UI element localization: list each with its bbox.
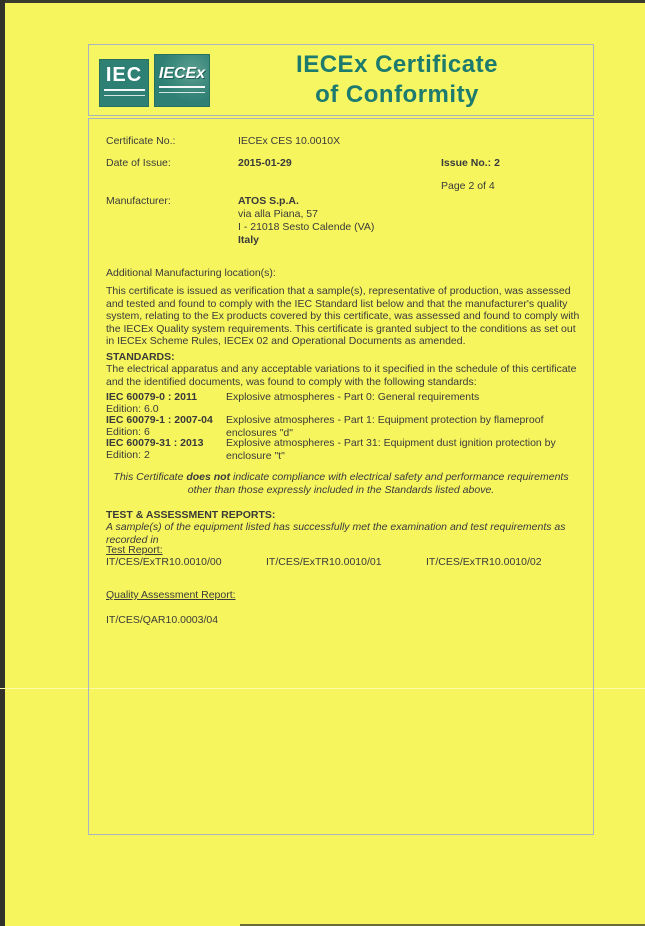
test-reports-heading: TEST & ASSESSMENT REPORTS:: [106, 509, 276, 521]
date-of-issue-label: Date of Issue:: [106, 157, 171, 169]
iec-logo-lines: [104, 89, 145, 96]
test-report-number: IT/CES/ExTR10.0010/01: [266, 556, 382, 568]
test-report-number: IT/CES/ExTR10.0010/02: [426, 556, 542, 568]
standard-code: IEC 60079-31 : 2013: [106, 437, 204, 449]
standards-intro: The electrical apparatus and any acceptable variations to it specified in the schedule of this certificate and the identified documents, was found to comply with the following standards:: [106, 363, 577, 388]
certificate-title-line2: of Conformity: [315, 81, 479, 108]
iec-logo-text: IEC: [105, 64, 143, 86]
certificate-header: [88, 44, 594, 116]
quality-assessment-report-number: IT/CES/QAR10.0003/04: [106, 614, 219, 626]
additional-locations-label: Additional Manufacturing location(s):: [106, 267, 276, 279]
disclaimer-prefix: This Certificate: [113, 471, 187, 483]
scan-edge-left: [0, 0, 5, 926]
certificate-body: [88, 118, 594, 835]
standard-description: Explosive atmospheres - Part 31: Equipment dust ignition protection by enclosure "t": [226, 437, 556, 462]
certificate-title-line1: IECEx Certificate: [296, 51, 498, 78]
standards-heading: STANDARDS:: [106, 351, 175, 363]
issue-no: Issue No.: 2: [441, 157, 500, 169]
verification-paragraph: This certificate is issued as verification that a sample(s), representative of production, was assessed and tested and found to comply with the IEC Standard list below and that the manufacturer's quality system, relating to the Ex products covered by this certificate, was assessed and found to comply with the IECEx Quality system requirements. This certificate is granted subject to the conditions as set out in IECEx Scheme Rules, IECEx 02 and Operational Documents as amended.: [106, 285, 580, 347]
manufacturer-label: Manufacturer:: [106, 195, 171, 207]
certificate-title: [211, 50, 583, 110]
test-reports-intro: A sample(s) of the equipment listed has successfully met the examination and test requirements as recorded in: [106, 521, 566, 546]
manufacturer-address-line1: via alla Piana, 57: [238, 208, 318, 220]
certificate-no-value: IECEx CES 10.0010X: [238, 135, 341, 147]
standard-edition: Edition: 2: [106, 449, 150, 461]
certificate-no-label: Certificate No.:: [106, 135, 176, 147]
standard-edition: Edition: 6.0: [106, 403, 159, 415]
iecex-logo-icon: [154, 54, 210, 107]
test-report-label: Test Report:: [106, 544, 163, 556]
disclaimer: [111, 471, 571, 496]
iec-logo-icon: [99, 59, 149, 107]
standard-code: IEC 60079-1 : 2007-04: [106, 414, 213, 426]
test-report-number: IT/CES/ExTR10.0010/00: [106, 556, 222, 568]
quality-assessment-report-label: Quality Assessment Report:: [106, 589, 236, 601]
standard-description: Explosive atmospheres - Part 0: General requirements: [226, 391, 480, 403]
standard-code: IEC 60079-0 : 2011: [106, 391, 198, 403]
iecex-logo-text: IECEx: [158, 65, 206, 82]
page-indicator: Page 2 of 4: [441, 180, 495, 192]
standard-description: Explosive atmospheres - Part 1: Equipment protection by flameproof enclosures "d": [226, 414, 544, 439]
logos: [99, 54, 210, 107]
disclaimer-suffix: indicate compliance with electrical safety and performance requirements other than those expressly included in the Standards listed above.: [187, 471, 569, 496]
disclaimer-emphasis: does not: [186, 471, 231, 483]
manufacturer-name: ATOS S.p.A.: [238, 195, 299, 207]
standard-edition: Edition: 6: [106, 426, 150, 438]
scan-edge-top: [0, 0, 645, 3]
iecex-logo-lines: [159, 86, 205, 93]
manufacturer-country: Italy: [238, 234, 260, 246]
manufacturer-address-line2: I - 21018 Sesto Calende (VA): [238, 221, 375, 233]
date-of-issue-value: 2015-01-29: [238, 157, 292, 169]
manufacturer-block: [238, 195, 374, 247]
